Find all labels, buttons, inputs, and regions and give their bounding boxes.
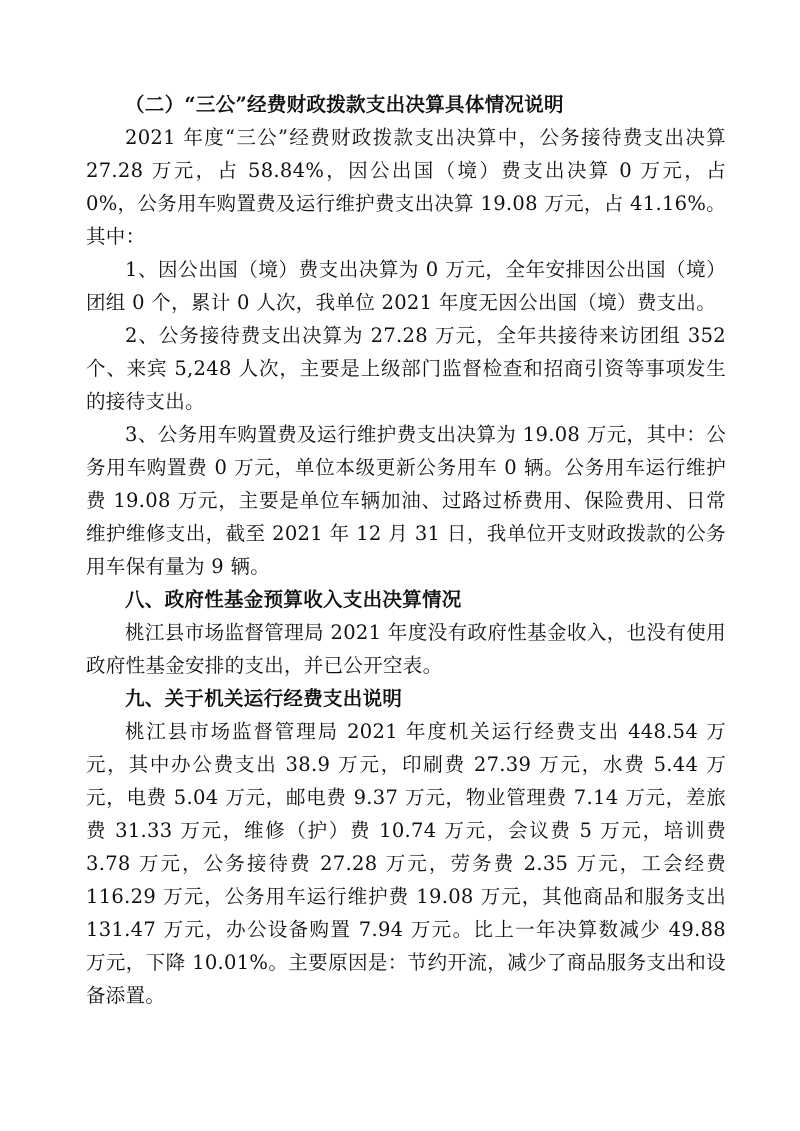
section-8-heading: 八、政府性基金预算收入支出决算情况	[125, 588, 462, 611]
vehicle-expense-paragraph: 3、公务用车购置费及运行维护费支出决算为 19.08 万元，其中：公务用车购置费 0 万元，单位本级更新公务用车 0 辆。公务用车运行维护费 19.08 万元，主要是单位车辆加油、过路过桥费用、保险费用、日常维护维修支出，截至 2021 年 12 月 31 日，我单位开支财政拨款的公务用车保有量为 9 辆。	[86, 423, 726, 578]
section-9-paragraph: 桃江县市场监督管理局 2021 年度机关运行经费支出 448.54 万元，其中办公费支出 38.9 万元，印刷费 27.39 万元，水费 5.44 万元，电费 5.04 万元，邮电费 9.37 万元，物业管理费 7.14 万元，差旅费 31.33 万元，维修（护）费 10.74 万元，会议费 5 万元，培训费 3.78 万元，公务接待费 27.28 万元，劳务费 2.35 万元，工会经费 116.29 万元，公务用车运行维护费 19.08 万元，其他商品和服务支出 131.47 万元，办公设备购置 7.94 万元。比上一年决算数减少 49.88 万元，下降 10.01%。主要原因是：节约开流，减少了商品服务支出和设备添置。	[86, 720, 726, 1007]
abroad-expense-paragraph: 1、因公出国（境）费支出决算为 0 万元，全年安排因公出国（境）团组 0 个，累计 0 人次，我单位 2021 年度无因公出国（境）费支出。	[86, 258, 726, 314]
reception-expense-paragraph: 2、公务接待费支出决算为 27.28 万元，全年共接待来访团组 352 个、来宾 5,248 人次，主要是上级部门监督检查和招商引资等事项发生的接待支出。	[86, 324, 726, 413]
sangong-summary-paragraph: 2021 年度“三公”经费财政拨款支出决算中，公务接待费支出决算 27.28 万元，占 58.84%，因公出国（境）费支出决算 0 万元，占 0%，公务用车购置费及运行维护费支出决算 19.08 万元，占 41.16%。其中：	[86, 126, 726, 248]
document-page	[86, 88, 726, 1012]
section-9-heading: 九、关于机关运行经费支出说明	[125, 687, 403, 710]
sub-heading-sangong: （二）“三公”经费财政拨款支出决算具体情况说明	[125, 93, 564, 116]
section-8-paragraph: 桃江县市场监督管理局 2021 年度没有政府性基金收入，也没有使用政府性基金安排的支出，并已公开空表。	[86, 621, 726, 677]
